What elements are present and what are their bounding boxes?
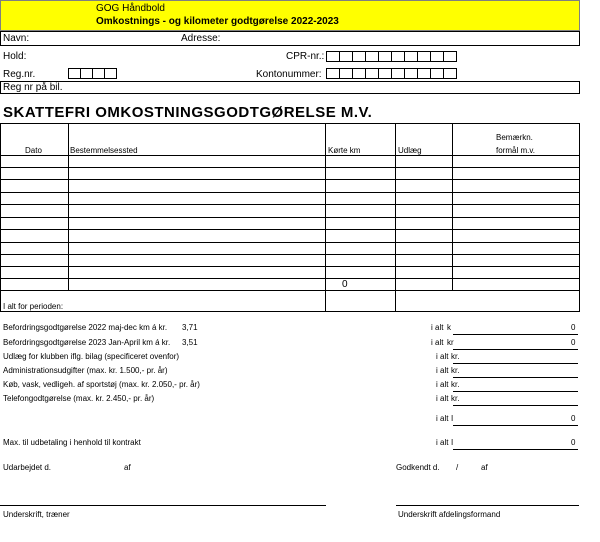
digit-cell[interactable] (443, 51, 457, 62)
godkendt-label: Godkendt d. (396, 463, 440, 472)
navn-row (0, 31, 580, 46)
summary-label: Administrationsudgifter (max. kr. 1.500,- pr. år) (3, 366, 168, 375)
summary-label: Befordringsgodtgørelse 2022 maj-dec km á kr. (3, 323, 168, 332)
max-unit: I (451, 438, 454, 447)
hold-label: Hold: (3, 51, 27, 62)
summary-ialt: i alt (436, 366, 449, 375)
table-row[interactable] (0, 204, 580, 205)
digit-cell[interactable] (326, 51, 340, 62)
summary-unit: kr. (451, 380, 460, 389)
summary-label: Befordringsgodtgørelse 2023 Jan-April km á kr. (3, 338, 171, 347)
digit-cell[interactable] (391, 68, 405, 79)
digit-cell[interactable] (430, 51, 444, 62)
digit-cell[interactable] (352, 51, 366, 62)
summary-label: Telefongodtgørelse (max. kr. 2.450,- pr. år) (3, 394, 155, 403)
signature-traener: Underskrift, træner (3, 510, 70, 519)
summary-unit: kr (447, 338, 454, 347)
regnr-label: Reg.nr. (3, 69, 36, 80)
summary-label: Køb, vask, vedligeh. af sportstøj (max. kr. 2.050,- pr. år) (3, 380, 200, 389)
col-formaal: formål m.v. (496, 146, 535, 155)
form-title: Omkostnings - og kilometer godtgørelse 2022-2023 (96, 16, 339, 27)
summary-line[interactable] (453, 377, 578, 378)
summary-ialt: i alt (431, 338, 444, 347)
cpr-label: CPR-nr.: (286, 51, 325, 62)
adresse-label: Adresse: (181, 33, 221, 44)
digit-cell[interactable] (404, 68, 418, 79)
slash: / (456, 463, 459, 472)
digit-cell[interactable] (352, 68, 366, 79)
max-ialt: i alt (436, 438, 449, 447)
col-korte-km: Kørte km (328, 146, 361, 155)
signature-line-formand[interactable] (396, 505, 579, 506)
summary-ialt: i alt (431, 323, 444, 332)
table-row[interactable] (0, 155, 580, 156)
table-row[interactable] (0, 179, 580, 180)
summary-line[interactable] (453, 349, 578, 350)
summary-line[interactable] (453, 405, 578, 406)
navn-label: Navn: (3, 33, 30, 44)
table-row[interactable] (0, 217, 580, 218)
summary-rate: 3,51 (182, 338, 198, 347)
table-row[interactable] (0, 229, 580, 230)
digit-cell[interactable] (430, 68, 444, 79)
table-row[interactable] (0, 266, 580, 267)
digit-cell[interactable] (378, 68, 392, 79)
digit-cell[interactable] (417, 68, 431, 79)
digit-cell[interactable] (339, 51, 353, 62)
summary-value: 0 (571, 323, 576, 332)
summary-unit: k (447, 323, 451, 332)
km-total: 0 (342, 279, 348, 290)
summary-ialt: i alt (436, 380, 449, 389)
summary-line[interactable] (453, 334, 578, 335)
table-row[interactable] (0, 192, 580, 193)
regnr-bil-label: Reg nr på bil. (3, 82, 63, 93)
max-line (453, 449, 578, 450)
i-alt-perioden: I alt for perioden: (3, 302, 64, 311)
col-divider (452, 123, 453, 290)
signature-formand: Underskrift afdelingsformand (398, 510, 501, 519)
summary-ialt: i alt (436, 394, 449, 403)
total-value: 0 (571, 414, 576, 423)
col-bestemmelsessted: Bestemmelsessted (70, 146, 138, 155)
digit-cell[interactable] (339, 68, 353, 79)
digit-cell[interactable] (104, 68, 117, 79)
table-row (0, 290, 580, 291)
table-row[interactable] (0, 278, 580, 279)
summary-unit: kr. (451, 366, 460, 375)
digit-cell[interactable] (326, 68, 340, 79)
regnr-bil-row (0, 81, 580, 94)
summary-line[interactable] (453, 391, 578, 392)
summary-unit: kr. (451, 352, 460, 361)
table-row[interactable] (0, 167, 580, 168)
summary-line[interactable] (453, 363, 578, 364)
total-line (453, 425, 578, 426)
summary-ialt: i alt (436, 352, 449, 361)
col-divider (68, 123, 69, 290)
digit-cell[interactable] (365, 51, 379, 62)
summary-label: Udlæg for klubben iflg. bilag (specificeret ovenfor) (3, 352, 180, 361)
digit-cell[interactable] (404, 51, 418, 62)
signature-line-traener[interactable] (0, 505, 326, 506)
summary-unit: kr. (451, 394, 460, 403)
digit-cell[interactable] (378, 51, 392, 62)
summary-rate: 3,71 (182, 323, 198, 332)
udarbejdet-label: Udarbejdet d. (3, 463, 52, 472)
summary-value: 0 (571, 338, 576, 347)
total-unit: I (451, 414, 454, 423)
af-label-2: af (481, 463, 488, 472)
section-title: SKATTEFRI OMKOSTNINGSGODTGØRELSE M.V. (3, 104, 373, 121)
kontonummer-label: Kontonummer: (256, 69, 322, 80)
max-label: Max. til udbetaling i henhold til kontrakt (3, 438, 141, 447)
col-udlaeg: Udlæg (398, 146, 422, 155)
table-row[interactable] (0, 254, 580, 255)
club-name: GOG Håndbold (96, 3, 165, 14)
col-bemaerkn: Bemærkn. (496, 133, 533, 142)
digit-cell[interactable] (365, 68, 379, 79)
col-dato: Dato (25, 146, 42, 155)
table-row[interactable] (0, 242, 580, 243)
af-label: af (124, 463, 131, 472)
digit-cell[interactable] (417, 51, 431, 62)
digit-cell[interactable] (391, 51, 405, 62)
digit-cell[interactable] (443, 68, 457, 79)
total-ialt: i alt (436, 414, 449, 423)
max-value: 0 (571, 438, 576, 447)
